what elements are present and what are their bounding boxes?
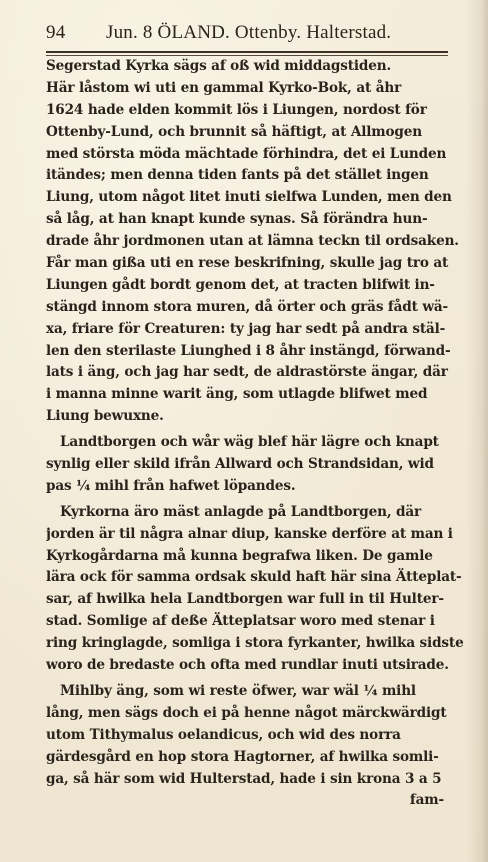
paragraph xyxy=(46,432,466,498)
body-text xyxy=(46,56,466,812)
text-line: Liungen gådt bordt genom det, at tracten blifwit in- xyxy=(46,276,435,293)
text-line: så låg, at han knapt kunde synas. Så förändra hun- xyxy=(46,211,428,228)
text-line: lång, men sägs doch ei på henne något märckwärdigt xyxy=(46,704,447,721)
text-line: itändes; men denna tiden fants på det stället ingen xyxy=(46,167,429,184)
text-line: utom Tithymalus oelandicus, och wid des norra xyxy=(46,726,401,743)
text-line: Kyrkogårdarna må kunna begrafwa liken. De gamle xyxy=(46,547,433,564)
text-line: stad. Somlige af deße Ätteplatsar woro med stenar i xyxy=(46,613,435,630)
text-line: stängd innom stora muren, då örter och gräs fådt wä- xyxy=(46,298,449,315)
text-line: Ottenby-Lund, och brunnit så häftigt, at Allmogen xyxy=(46,123,422,140)
text-line: xa, friare för Creaturen: ty jag har sedt på andra stäl- xyxy=(46,320,446,337)
text-line: Får man gißa uti en rese beskrifning, skulle jag tro at xyxy=(46,255,449,272)
text-line: len den sterilaste Liunghed i 8 åhr instängd, förwand- xyxy=(46,342,451,359)
paragraph xyxy=(46,56,466,428)
page-number: 94 xyxy=(46,22,66,43)
text-line: ring kringlagde, somliga i stora fyrkanter, hwilka sidste xyxy=(46,635,464,652)
text-line: drade åhr jordmonen utan at lämna teckn til ordsaken. xyxy=(46,233,459,250)
paragraph xyxy=(46,681,466,790)
paragraph xyxy=(46,502,466,677)
running-title: Jun. 8 ÖLAND. Ottenby. Halterstad. xyxy=(106,22,392,43)
text-line: lära ock för samma ordsak skuld haft här sina Ätteplat- xyxy=(46,569,462,586)
text-line: Liung bewuxne. xyxy=(46,408,164,425)
text-line: Mihlby äng, som wi reste öfwer, war wäl ¼ mihl xyxy=(60,682,416,699)
text-line: ga, så här som wid Hulterstad, hade i sin krona 3 a 5 xyxy=(46,770,442,787)
text-line: Liung, utom något litet inuti sielfwa Lunden, men den xyxy=(46,189,452,206)
text-line: Kyrkorna äro mäst anlagde på Landtborgen, där xyxy=(60,503,422,520)
text-line: woro de bredaste och ofta med rundlar inuti utsirade. xyxy=(46,657,449,674)
text-line: Segerstad Kyrka sägs af oß wid middagstiden. xyxy=(46,58,392,74)
text-line: i manna minne warit äng, som utlagde blifwet med xyxy=(46,386,428,403)
text-line: 1624 hade elden kommit lös i Liungen, nordost för xyxy=(46,101,427,118)
page-edge-shadow xyxy=(466,0,488,862)
running-header xyxy=(46,22,448,46)
text-line: sar, af hwilka hela Landtborgen war full in til Hulter- xyxy=(46,591,444,608)
text-line: jorden är til några alnar diup, kanske derföre at man i xyxy=(46,525,453,542)
text-line: synlig eller skild ifrån Allward och Strandsidan, wid xyxy=(46,456,434,473)
text-line: med största möda mächtade förhindra, det ei Lunden xyxy=(46,145,447,162)
text-line: Landtborgen och wår wäg blef här lägre och knapt xyxy=(60,434,439,451)
text-line: lats i äng, och jag har sedt, de aldrastörste ängar, där xyxy=(46,364,448,381)
text-line: Här låstom wi uti en gammal Kyrko-Bok, at åhr xyxy=(46,79,402,96)
text-line: pas ¼ mihl från hafwet löpandes. xyxy=(46,477,296,494)
text-line: gärdesgård en hop stora Hagtorner, af hwilka somli- xyxy=(46,748,439,765)
catchword: fam- xyxy=(409,792,444,809)
